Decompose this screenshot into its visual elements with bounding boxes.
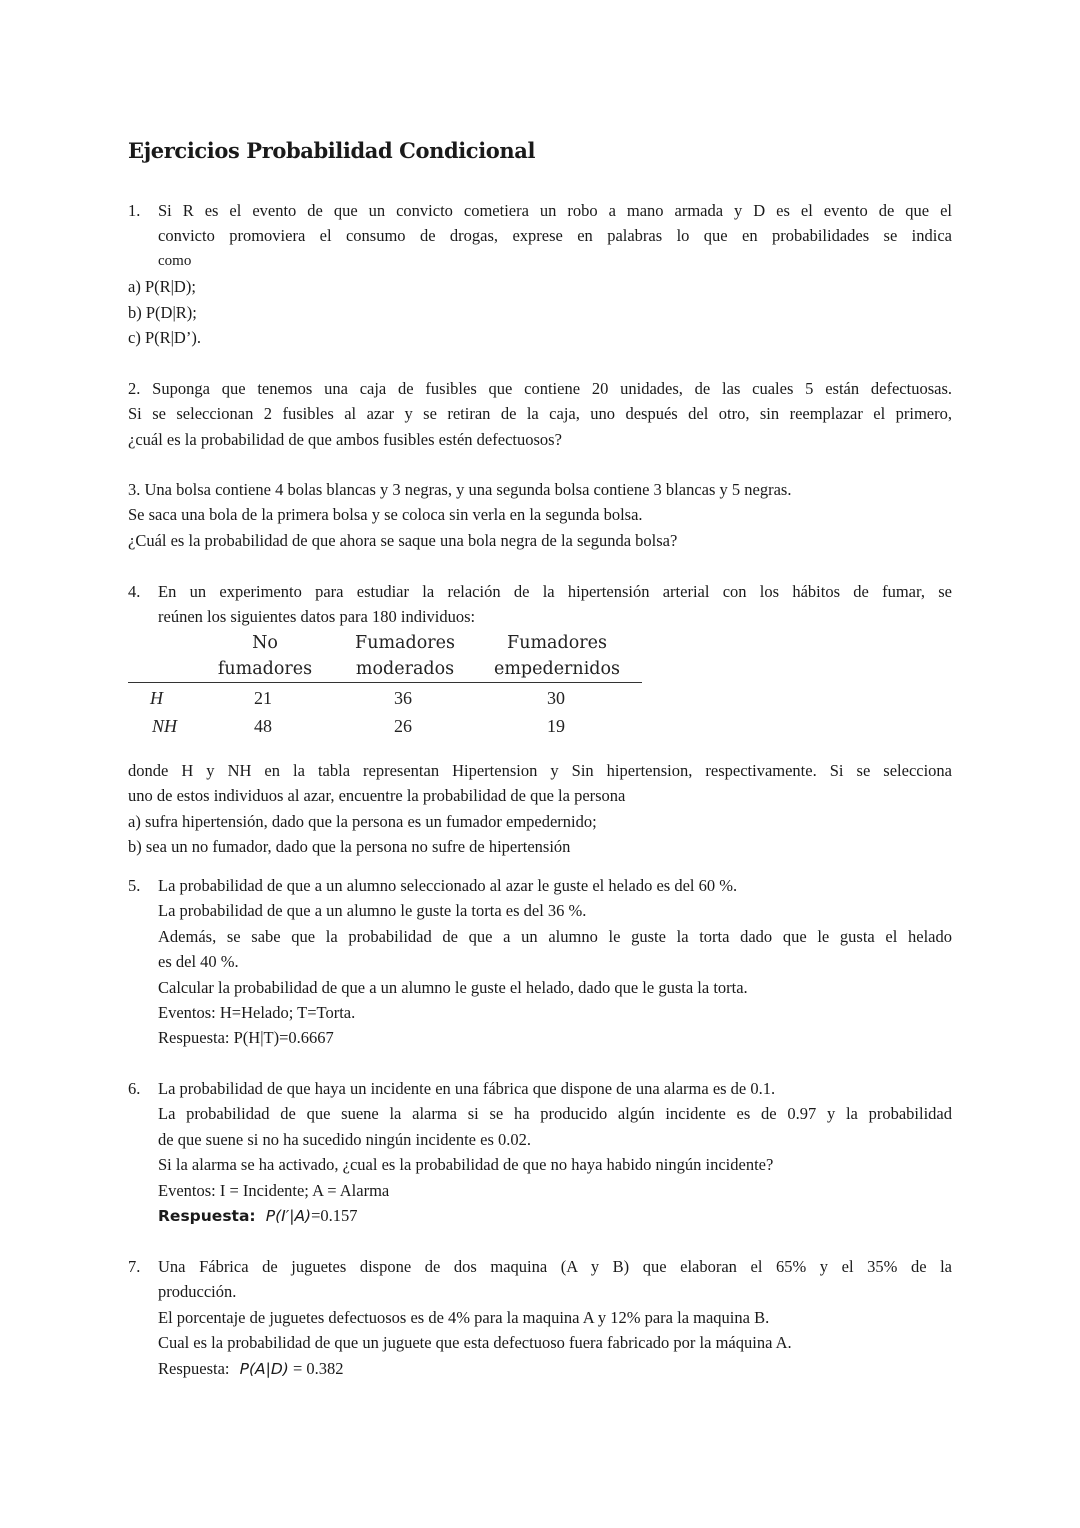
- exercise-2: [128, 376, 952, 452]
- text-line: Si la alarma se ha activado, ¿cual es la probabilidad de que no haya habido ningún incidente?: [158, 1155, 774, 1175]
- text-line: El porcentaje de juguetes defectuosos es de 4% para la maquina A y 12% para la maquina B.: [158, 1307, 770, 1327]
- table-cell: 19: [547, 715, 565, 736]
- table-cell: 48: [254, 715, 272, 736]
- answer-formula: P(I′|A): [265, 1207, 312, 1226]
- text-line: de que suene si no ha sucedido ningún incidente es 0.02.: [158, 1129, 531, 1149]
- exercise-5: [128, 873, 952, 1051]
- column-header-empedernidos: [482, 630, 632, 682]
- smoking-table: [128, 630, 642, 758]
- exercise-number: 5.: [128, 876, 141, 895]
- column-header-moderados: [342, 630, 468, 682]
- exercise-1: [128, 198, 952, 350]
- text-line: como: [158, 252, 192, 269]
- text-line: Eventos: I = Incidente; A = Alarma: [158, 1180, 390, 1200]
- table-cell: 30: [547, 687, 565, 708]
- answer-label: Respuesta:: [158, 1358, 230, 1378]
- column-header-line: Fumadores: [355, 632, 455, 653]
- exercise-number: 6.: [128, 1079, 141, 1098]
- text-line: Además, se sabe que la probabilidad de que a un alumno le guste la torta dado que le gusta el helado: [158, 926, 952, 946]
- answer-value: =0.157: [311, 1206, 358, 1226]
- text-line: Calcular la probabilidad de que a un alumno le guste el helado, dado que le gusta la torta.: [158, 977, 748, 997]
- table-header: [128, 630, 642, 683]
- page-title: Ejercicios Probabilidad Condicional: [128, 138, 536, 163]
- text-line: La probabilidad de que a un alumno le guste la torta es del 36 %.: [158, 901, 587, 921]
- exercise-number: 4.: [128, 582, 141, 601]
- column-header-line: fumadores: [217, 658, 313, 679]
- answer-line: [158, 1203, 952, 1229]
- exercise-4: [128, 579, 952, 859]
- text-line: convicto promoviera el consumo de drogas, exprese en palabras lo que en probabilidades se indica: [158, 226, 952, 246]
- text-line: La probabilidad de que suene la alarma si se ha producido algún incidente es de 0.97 y la probabilidad: [158, 1104, 952, 1124]
- text-line: Eventos: H=Helado; T=Torta.: [158, 1003, 356, 1023]
- table-cell: 21: [254, 687, 272, 708]
- sub-question-b: b) P(D|R);: [128, 302, 197, 322]
- text-line: Si se seleccionan 2 fusibles al azar y se retiran de la caja, uno después del otro, sin reemplazar el primero,: [128, 404, 952, 424]
- text-line: producción.: [158, 1282, 237, 1302]
- row-label-h: H: [150, 687, 163, 708]
- sub-question-b: b) sea un no fumador, dado que la persona no sufre de hipertensión: [128, 837, 571, 857]
- answer-formula: P(A|D): [239, 1359, 289, 1378]
- text-line: La probabilidad de que a un alumno seleccionado al azar le guste el helado es del 60 %.: [158, 876, 738, 895]
- document-page: [128, 138, 952, 1378]
- text-line: es del 40 %.: [158, 952, 239, 972]
- text-line: reúnen los siguientes datos para 180 individuos:: [158, 607, 476, 627]
- exercise-7: [128, 1254, 952, 1382]
- exercise-number: 1.: [128, 201, 141, 220]
- table-cell: 26: [394, 715, 412, 736]
- text-line: Se saca una bola de la primera bolsa y se coloca sin verla en la segunda bolsa.: [128, 505, 643, 525]
- sub-question-c: c) P(R|D’).: [128, 328, 201, 348]
- text-line: uno de estos individuos al azar, encuentre la probabilidad de que la persona: [128, 786, 626, 806]
- sub-question-a: a) P(R|D);: [128, 277, 196, 297]
- sub-question-a: a) sufra hipertensión, dado que la persona es un fumador empedernido;: [128, 811, 597, 831]
- row-label-nh: NH: [152, 715, 178, 736]
- text-line: ¿Cuál es la probabilidad de que ahora se saque una bola negra de la segunda bolsa?: [128, 530, 678, 550]
- text-line: 2. Suponga que tenemos una caja de fusibles que contiene 20 unidades, de las cuales 5 están defectuosas.: [128, 379, 952, 398]
- text-line: ¿cuál es la probabilidad de que ambos fusibles estén defectuosos?: [128, 429, 562, 449]
- exercise-6: [128, 1076, 952, 1229]
- column-header-line: empedernidos: [493, 658, 621, 679]
- text-line: donde H y NH en la tabla representan Hipertension y Sin hipertension, respectivamente. Si se selecciona: [128, 760, 952, 780]
- text-line: Una Fábrica de juguetes dispone de dos maquina (A y B) que elaboran el 65% y el 35% de la: [158, 1257, 952, 1276]
- exercise-3: [128, 477, 952, 553]
- text-line: Si R es el evento de que un convicto cometiera un robo a mano armada y D es el evento de que el: [158, 201, 952, 220]
- answer-label: Respuesta:: [158, 1207, 256, 1226]
- table-cell: 36: [394, 687, 412, 708]
- text-line: En un experimento para estudiar la relación de la hipertensión arterial con los hábitos de fumar, se: [158, 582, 952, 601]
- answer-line: Respuesta: P(H|T)=0.6667: [158, 1028, 334, 1048]
- text-line: Cual es la probabilidad de que un juguete que esta defectuoso fuera fabricado por la máquina A.: [158, 1333, 792, 1353]
- column-header-line: Fumadores: [507, 632, 607, 653]
- column-header-line: moderados: [355, 658, 455, 679]
- answer-value: = 0.382: [292, 1358, 344, 1378]
- text-line: 3. Una bolsa contiene 4 bolas blancas y 3 negras, y una segunda bolsa contiene 3 blancas y 5 negras.: [128, 480, 792, 499]
- text-line: La probabilidad de que haya un incidente en una fábrica que dispone de una alarma es de 0.1.: [158, 1079, 776, 1098]
- column-header-line: No: [252, 632, 278, 653]
- exercise-number: 7.: [128, 1257, 141, 1276]
- column-header-no-fumadores: [208, 630, 322, 682]
- answer-line: [158, 1356, 952, 1382]
